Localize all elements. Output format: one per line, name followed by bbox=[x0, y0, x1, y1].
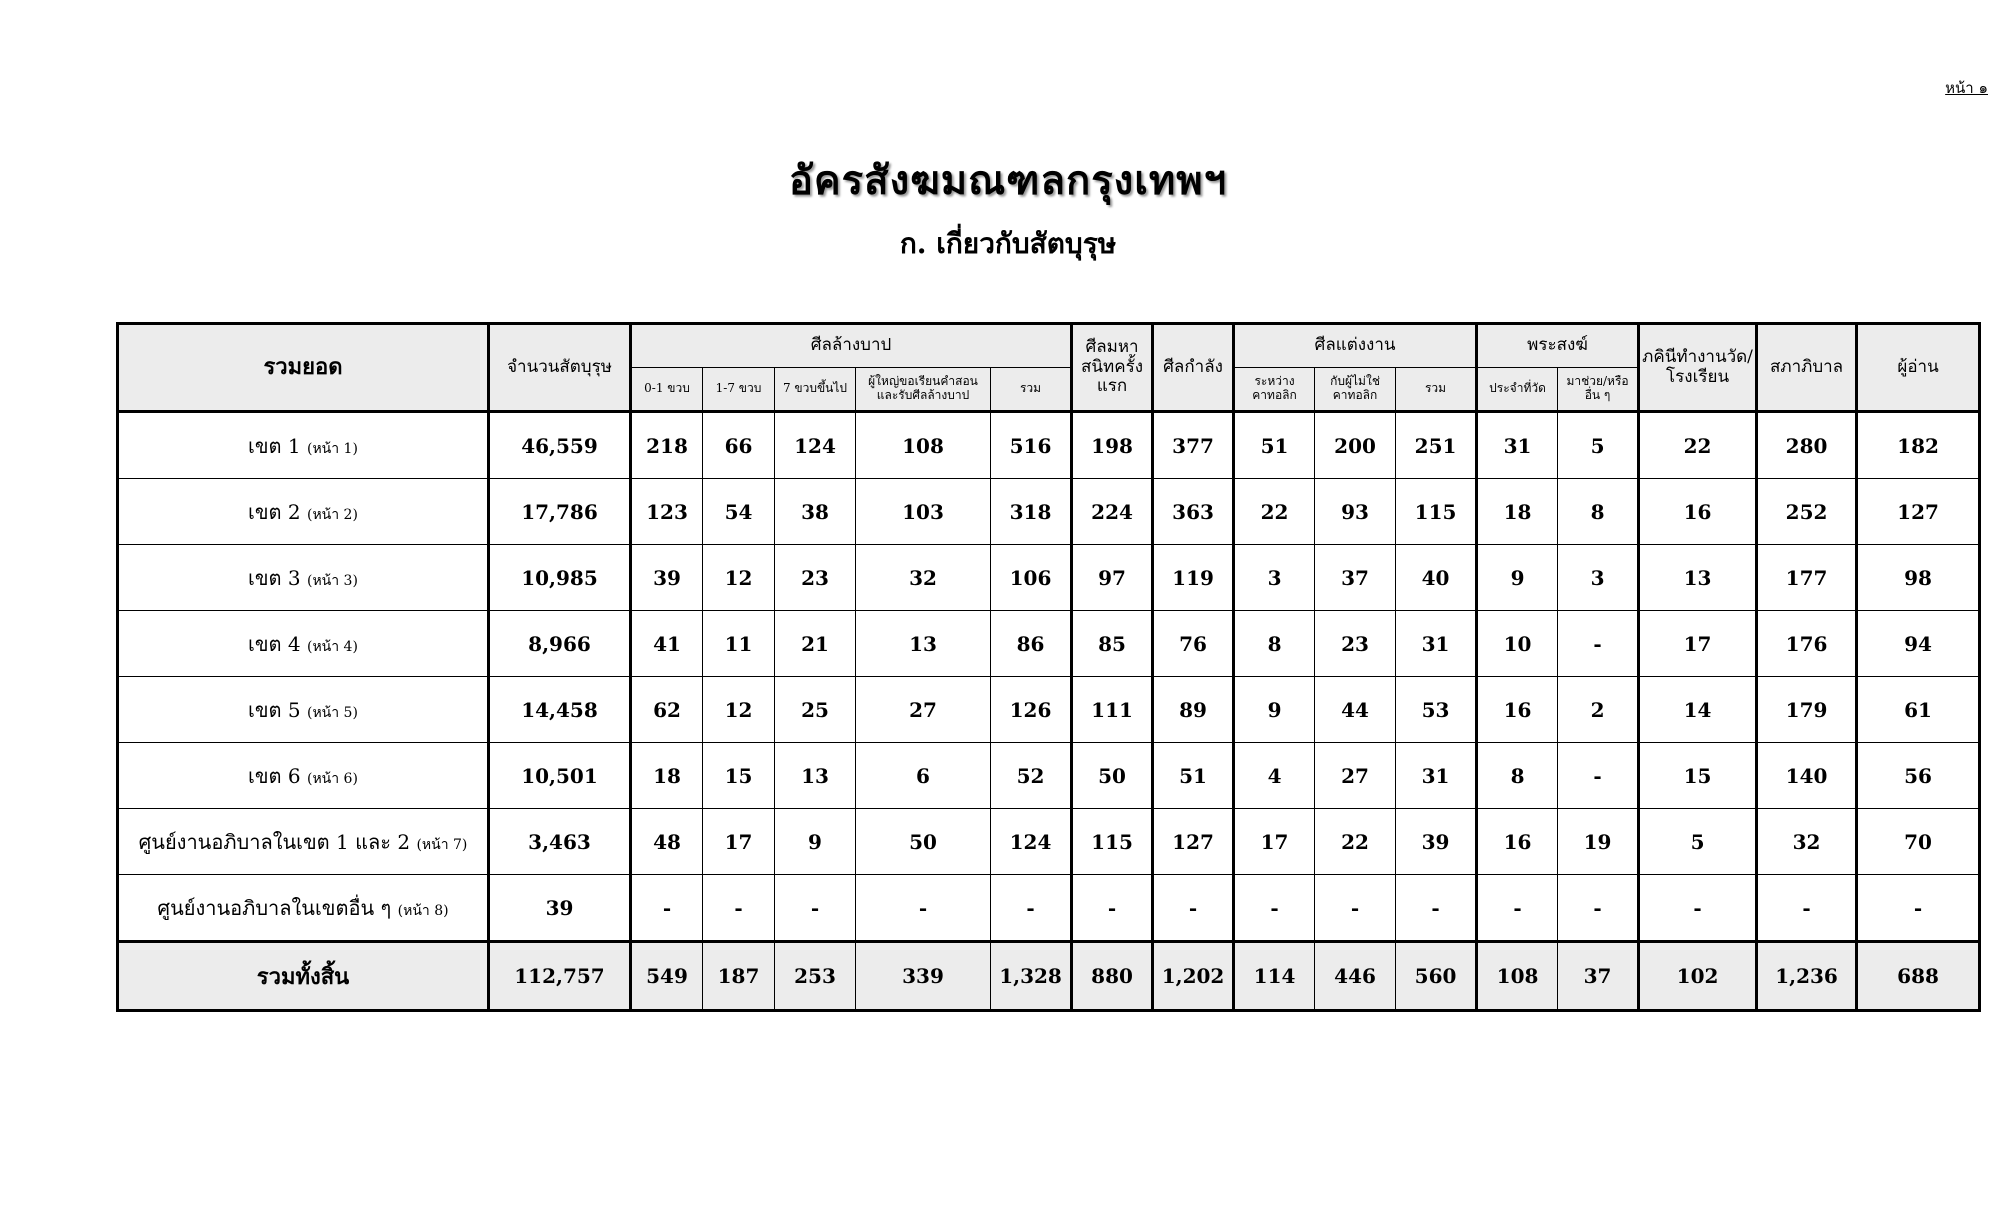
baptism-total-cell: 86 bbox=[991, 611, 1072, 677]
marriage-total-cell: 53 bbox=[1396, 677, 1477, 743]
row-label bbox=[118, 545, 489, 611]
row-label bbox=[118, 611, 489, 677]
baptism-1-7-cell: 54 bbox=[703, 479, 775, 545]
baptism-7-up-cell: 23 bbox=[775, 545, 856, 611]
header-baptism-total: รวม bbox=[991, 368, 1072, 412]
row-label-text: เขต 3 bbox=[248, 565, 301, 590]
priests-helping-cell: 5 bbox=[1558, 412, 1639, 479]
marriage-mixed-cell: 22 bbox=[1315, 809, 1396, 875]
row-label bbox=[118, 875, 489, 942]
row-page-ref: (หน้า 2) bbox=[306, 506, 358, 523]
total-label: รวมทั้งสิ้น bbox=[118, 942, 489, 1011]
header-baptism-adult: ผู้ใหญ่ขอเรียนคำสอนและรับศีลล้างบาป bbox=[856, 368, 991, 412]
faithful-count-cell: 3,463 bbox=[489, 809, 631, 875]
readers-cell: 98 bbox=[1857, 545, 1980, 611]
baptism-total-cell: 106 bbox=[991, 545, 1072, 611]
total-marriage-total-cell: 560 bbox=[1396, 942, 1477, 1011]
first-communion-cell: 198 bbox=[1072, 412, 1153, 479]
total-baptism-1-7-cell: 187 bbox=[703, 942, 775, 1011]
total-marriage-catholic-cell: 114 bbox=[1234, 942, 1315, 1011]
total-sisters-cell: 102 bbox=[1639, 942, 1757, 1011]
total-faithful-count-cell: 112,757 bbox=[489, 942, 631, 1011]
priests-resident-cell: 16 bbox=[1477, 809, 1558, 875]
table-row bbox=[118, 611, 1980, 677]
baptism-total-cell: 516 bbox=[991, 412, 1072, 479]
council-cell: - bbox=[1757, 875, 1857, 942]
priests-resident-cell: 9 bbox=[1477, 545, 1558, 611]
baptism-0-1-cell: 218 bbox=[631, 412, 703, 479]
sisters-cell: 22 bbox=[1639, 412, 1757, 479]
faithful-count-cell: 17,786 bbox=[489, 479, 631, 545]
baptism-0-1-cell: 41 bbox=[631, 611, 703, 677]
priests-resident-cell: 18 bbox=[1477, 479, 1558, 545]
priests-helping-cell: - bbox=[1558, 875, 1639, 942]
row-label-text: เขต 4 bbox=[248, 631, 301, 656]
confirmation-cell: 377 bbox=[1153, 412, 1234, 479]
baptism-0-1-cell: 123 bbox=[631, 479, 703, 545]
header-council: สภาภิบาล bbox=[1757, 324, 1857, 412]
council-cell: 252 bbox=[1757, 479, 1857, 545]
first-communion-cell: 111 bbox=[1072, 677, 1153, 743]
readers-cell: 182 bbox=[1857, 412, 1980, 479]
baptism-total-cell: 318 bbox=[991, 479, 1072, 545]
row-page-ref: (หน้า 1) bbox=[306, 440, 358, 457]
total-baptism-adult-cell: 339 bbox=[856, 942, 991, 1011]
row-label bbox=[118, 677, 489, 743]
readers-cell: 56 bbox=[1857, 743, 1980, 809]
baptism-1-7-cell: 12 bbox=[703, 545, 775, 611]
priests-resident-cell: 8 bbox=[1477, 743, 1558, 809]
header-baptism-0-1: 0-1 ขวบ bbox=[631, 368, 703, 412]
sisters-cell: 13 bbox=[1639, 545, 1757, 611]
total-row bbox=[118, 942, 1980, 1011]
baptism-adult-cell: 108 bbox=[856, 412, 991, 479]
readers-cell: - bbox=[1857, 875, 1980, 942]
sisters-cell: 16 bbox=[1639, 479, 1757, 545]
header-first-communion: ศีลมหาสนิทครั้งแรก bbox=[1072, 324, 1153, 412]
header-priests-helping: มาช่วย/หรืออื่น ๆ bbox=[1558, 368, 1639, 412]
baptism-1-7-cell: 17 bbox=[703, 809, 775, 875]
total-baptism-7-up-cell: 253 bbox=[775, 942, 856, 1011]
marriage-mixed-cell: 200 bbox=[1315, 412, 1396, 479]
faithful-count-cell: 39 bbox=[489, 875, 631, 942]
row-page-ref: (หน้า 6) bbox=[306, 770, 358, 787]
baptism-1-7-cell: 66 bbox=[703, 412, 775, 479]
page-title: อัครสังฆมณฑลกรุงเทพฯ bbox=[788, 157, 1228, 204]
row-label bbox=[118, 412, 489, 479]
row-label bbox=[118, 479, 489, 545]
confirmation-cell: 76 bbox=[1153, 611, 1234, 677]
total-priests-resident-cell: 108 bbox=[1477, 942, 1558, 1011]
marriage-mixed-cell: 37 bbox=[1315, 545, 1396, 611]
faithful-count-cell: 46,559 bbox=[489, 412, 631, 479]
baptism-total-cell: 124 bbox=[991, 809, 1072, 875]
baptism-adult-cell: - bbox=[856, 875, 991, 942]
table-row bbox=[118, 677, 1980, 743]
baptism-0-1-cell: 62 bbox=[631, 677, 703, 743]
first-communion-cell: 50 bbox=[1072, 743, 1153, 809]
row-label-text: เขต 2 bbox=[248, 499, 301, 524]
priests-helping-cell: - bbox=[1558, 611, 1639, 677]
row-page-ref: (หน้า 5) bbox=[306, 704, 358, 721]
table-row bbox=[118, 545, 1980, 611]
total-marriage-mixed-cell: 446 bbox=[1315, 942, 1396, 1011]
marriage-catholic-cell: 51 bbox=[1234, 412, 1315, 479]
baptism-total-cell: 52 bbox=[991, 743, 1072, 809]
priests-resident-cell: 16 bbox=[1477, 677, 1558, 743]
row-label-text: ศูนย์งานอภิบาลในเขต 1 และ 2 bbox=[138, 829, 411, 854]
marriage-catholic-cell: 8 bbox=[1234, 611, 1315, 677]
baptism-adult-cell: 6 bbox=[856, 743, 991, 809]
marriage-total-cell: - bbox=[1396, 875, 1477, 942]
council-cell: 32 bbox=[1757, 809, 1857, 875]
table-row bbox=[118, 412, 1980, 479]
baptism-7-up-cell: 38 bbox=[775, 479, 856, 545]
council-cell: 176 bbox=[1757, 611, 1857, 677]
header-faithful-count: จำนวนสัตบุรุษ bbox=[489, 324, 631, 412]
baptism-1-7-cell: 15 bbox=[703, 743, 775, 809]
total-baptism-total-cell: 1,328 bbox=[991, 942, 1072, 1011]
marriage-total-cell: 115 bbox=[1396, 479, 1477, 545]
council-cell: 177 bbox=[1757, 545, 1857, 611]
faithful-count-cell: 10,985 bbox=[489, 545, 631, 611]
marriage-catholic-cell: 22 bbox=[1234, 479, 1315, 545]
priests-helping-cell: 8 bbox=[1558, 479, 1639, 545]
marriage-catholic-cell: 3 bbox=[1234, 545, 1315, 611]
row-label-text: เขต 6 bbox=[248, 763, 301, 788]
total-first-communion-cell: 880 bbox=[1072, 942, 1153, 1011]
table-row bbox=[118, 479, 1980, 545]
marriage-mixed-cell: 27 bbox=[1315, 743, 1396, 809]
baptism-1-7-cell: 12 bbox=[703, 677, 775, 743]
header-readers: ผู้อ่าน bbox=[1857, 324, 1980, 412]
baptism-7-up-cell: 124 bbox=[775, 412, 856, 479]
baptism-7-up-cell: 21 bbox=[775, 611, 856, 677]
row-page-ref: (หน้า 7) bbox=[416, 836, 468, 853]
priests-resident-cell: 31 bbox=[1477, 412, 1558, 479]
header-priests-resident: ประจำที่วัด bbox=[1477, 368, 1558, 412]
baptism-7-up-cell: 25 bbox=[775, 677, 856, 743]
sisters-cell: 5 bbox=[1639, 809, 1757, 875]
baptism-adult-cell: 13 bbox=[856, 611, 991, 677]
table-row bbox=[118, 743, 1980, 809]
baptism-adult-cell: 50 bbox=[856, 809, 991, 875]
priests-resident-cell: 10 bbox=[1477, 611, 1558, 677]
row-label bbox=[118, 809, 489, 875]
faithful-count-cell: 8,966 bbox=[489, 611, 631, 677]
baptism-7-up-cell: 13 bbox=[775, 743, 856, 809]
header-priests: พระสงฆ์ bbox=[1477, 324, 1639, 368]
total-priests-helping-cell: 37 bbox=[1558, 942, 1639, 1011]
marriage-catholic-cell: - bbox=[1234, 875, 1315, 942]
council-cell: 140 bbox=[1757, 743, 1857, 809]
first-communion-cell: 97 bbox=[1072, 545, 1153, 611]
table-row bbox=[118, 875, 1980, 942]
faithful-count-cell: 10,501 bbox=[489, 743, 631, 809]
confirmation-cell: 89 bbox=[1153, 677, 1234, 743]
row-page-ref: (หน้า 8) bbox=[397, 902, 449, 919]
baptism-1-7-cell: 11 bbox=[703, 611, 775, 677]
baptism-total-cell: - bbox=[991, 875, 1072, 942]
row-label-text: เขต 5 bbox=[248, 697, 301, 722]
readers-cell: 70 bbox=[1857, 809, 1980, 875]
confirmation-cell: 119 bbox=[1153, 545, 1234, 611]
marriage-total-cell: 31 bbox=[1396, 611, 1477, 677]
baptism-0-1-cell: 48 bbox=[631, 809, 703, 875]
priests-helping-cell: 3 bbox=[1558, 545, 1639, 611]
header-baptism-7-up: 7 ขวบขึ้นไป bbox=[775, 368, 856, 412]
header-baptism: ศีลล้างบาป bbox=[631, 324, 1072, 368]
row-label-text: เขต 1 bbox=[248, 433, 301, 458]
council-cell: 179 bbox=[1757, 677, 1857, 743]
marriage-total-cell: 31 bbox=[1396, 743, 1477, 809]
readers-cell: 127 bbox=[1857, 479, 1980, 545]
council-cell: 280 bbox=[1757, 412, 1857, 479]
row-page-ref: (หน้า 4) bbox=[306, 638, 358, 655]
marriage-mixed-cell: 44 bbox=[1315, 677, 1396, 743]
marriage-mixed-cell: 93 bbox=[1315, 479, 1396, 545]
baptism-1-7-cell: - bbox=[703, 875, 775, 942]
total-council-cell: 1,236 bbox=[1757, 942, 1857, 1011]
priests-helping-cell: - bbox=[1558, 743, 1639, 809]
baptism-7-up-cell: 9 bbox=[775, 809, 856, 875]
statistics-table bbox=[116, 322, 1981, 1012]
table-row bbox=[118, 809, 1980, 875]
header-confirmation: ศีลกำลัง bbox=[1153, 324, 1234, 412]
first-communion-cell: 85 bbox=[1072, 611, 1153, 677]
sisters-cell: 15 bbox=[1639, 743, 1757, 809]
confirmation-cell: - bbox=[1153, 875, 1234, 942]
header-marriage-mixed: กับผู้ไม่ใช่คาทอลิก bbox=[1315, 368, 1396, 412]
sisters-cell: - bbox=[1639, 875, 1757, 942]
header-sisters: ภคินีทำงานวัด/โรงเรียน bbox=[1639, 324, 1757, 412]
readers-cell: 61 bbox=[1857, 677, 1980, 743]
header-marriage: ศีลแต่งงาน bbox=[1234, 324, 1477, 368]
priests-resident-cell: - bbox=[1477, 875, 1558, 942]
baptism-adult-cell: 32 bbox=[856, 545, 991, 611]
sisters-cell: 14 bbox=[1639, 677, 1757, 743]
page-subtitle: ก. เกี่ยวกับสัตบุรุษ bbox=[899, 227, 1117, 260]
total-confirmation-cell: 1,202 bbox=[1153, 942, 1234, 1011]
confirmation-cell: 363 bbox=[1153, 479, 1234, 545]
first-communion-cell: 224 bbox=[1072, 479, 1153, 545]
header-summary: รวมยอด bbox=[118, 324, 489, 412]
header-baptism-1-7: 1-7 ขวบ bbox=[703, 368, 775, 412]
marriage-mixed-cell: 23 bbox=[1315, 611, 1396, 677]
first-communion-cell: - bbox=[1072, 875, 1153, 942]
confirmation-cell: 127 bbox=[1153, 809, 1234, 875]
confirmation-cell: 51 bbox=[1153, 743, 1234, 809]
faithful-count-cell: 14,458 bbox=[489, 677, 631, 743]
priests-helping-cell: 19 bbox=[1558, 809, 1639, 875]
baptism-0-1-cell: - bbox=[631, 875, 703, 942]
marriage-catholic-cell: 17 bbox=[1234, 809, 1315, 875]
baptism-0-1-cell: 39 bbox=[631, 545, 703, 611]
baptism-7-up-cell: - bbox=[775, 875, 856, 942]
total-readers-cell: 688 bbox=[1857, 942, 1980, 1011]
sisters-cell: 17 bbox=[1639, 611, 1757, 677]
baptism-adult-cell: 103 bbox=[856, 479, 991, 545]
priests-helping-cell: 2 bbox=[1558, 677, 1639, 743]
row-label bbox=[118, 743, 489, 809]
marriage-catholic-cell: 9 bbox=[1234, 677, 1315, 743]
marriage-catholic-cell: 4 bbox=[1234, 743, 1315, 809]
marriage-mixed-cell: - bbox=[1315, 875, 1396, 942]
readers-cell: 94 bbox=[1857, 611, 1980, 677]
marriage-total-cell: 251 bbox=[1396, 412, 1477, 479]
baptism-total-cell: 126 bbox=[991, 677, 1072, 743]
baptism-adult-cell: 27 bbox=[856, 677, 991, 743]
header-marriage-total: รวม bbox=[1396, 368, 1477, 412]
first-communion-cell: 115 bbox=[1072, 809, 1153, 875]
marriage-total-cell: 40 bbox=[1396, 545, 1477, 611]
total-baptism-0-1-cell: 549 bbox=[631, 942, 703, 1011]
baptism-0-1-cell: 18 bbox=[631, 743, 703, 809]
row-label-text: ศูนย์งานอภิบาลในเขตอื่น ๆ bbox=[157, 895, 392, 920]
header-marriage-catholic: ระหว่างคาทอลิก bbox=[1234, 368, 1315, 412]
row-page-ref: (หน้า 3) bbox=[306, 572, 358, 589]
page-number: หน้า ๑ bbox=[1945, 79, 1988, 97]
marriage-total-cell: 39 bbox=[1396, 809, 1477, 875]
